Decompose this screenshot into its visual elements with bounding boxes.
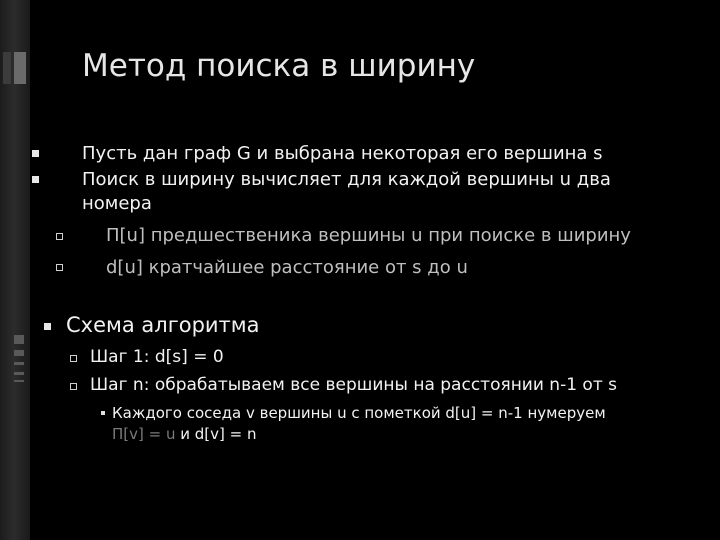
sub-bullet-icon bbox=[56, 264, 63, 271]
slide-title: Метод поиска в ширину bbox=[82, 48, 476, 84]
detail-dim-text: П[v] = u bbox=[112, 425, 176, 443]
sub-bullet-icon bbox=[56, 233, 63, 240]
bullet-square-icon bbox=[44, 323, 51, 330]
detail-rest-text: и d[v] = n bbox=[175, 425, 257, 443]
bullet-text: Поиск в ширину вычисляет для каждой вершины u два bbox=[82, 169, 611, 190]
bullet-square-icon bbox=[32, 176, 39, 183]
bullet-text: Пусть дан граф G и выбрана некоторая его вершина s bbox=[82, 143, 603, 164]
step-text: Шаг 1: d[s] = 0 bbox=[90, 347, 224, 367]
sub-bullet-text: П[u] предшественика вершины u при поиске в ширину bbox=[106, 225, 631, 246]
section-heading: Схема алгоритма bbox=[66, 313, 260, 337]
detail-text-continued bbox=[112, 425, 256, 443]
bullet-text-continued: номера bbox=[82, 193, 152, 214]
bullet-square-icon bbox=[32, 150, 39, 157]
step-text: Шаг n: обрабатываем все вершины на расстоянии n-1 от s bbox=[90, 375, 617, 395]
dot-bullet-icon bbox=[101, 411, 105, 415]
side-decoration bbox=[0, 0, 30, 540]
detail-text: Каждого соседа v вершины u с пометкой d[u] = n-1 нумеруем bbox=[112, 404, 606, 422]
sub-bullet-icon bbox=[70, 355, 77, 362]
sub-bullet-text: d[u] кратчайшее расстояние от s до u bbox=[106, 257, 468, 278]
sub-bullet-icon bbox=[70, 383, 77, 390]
